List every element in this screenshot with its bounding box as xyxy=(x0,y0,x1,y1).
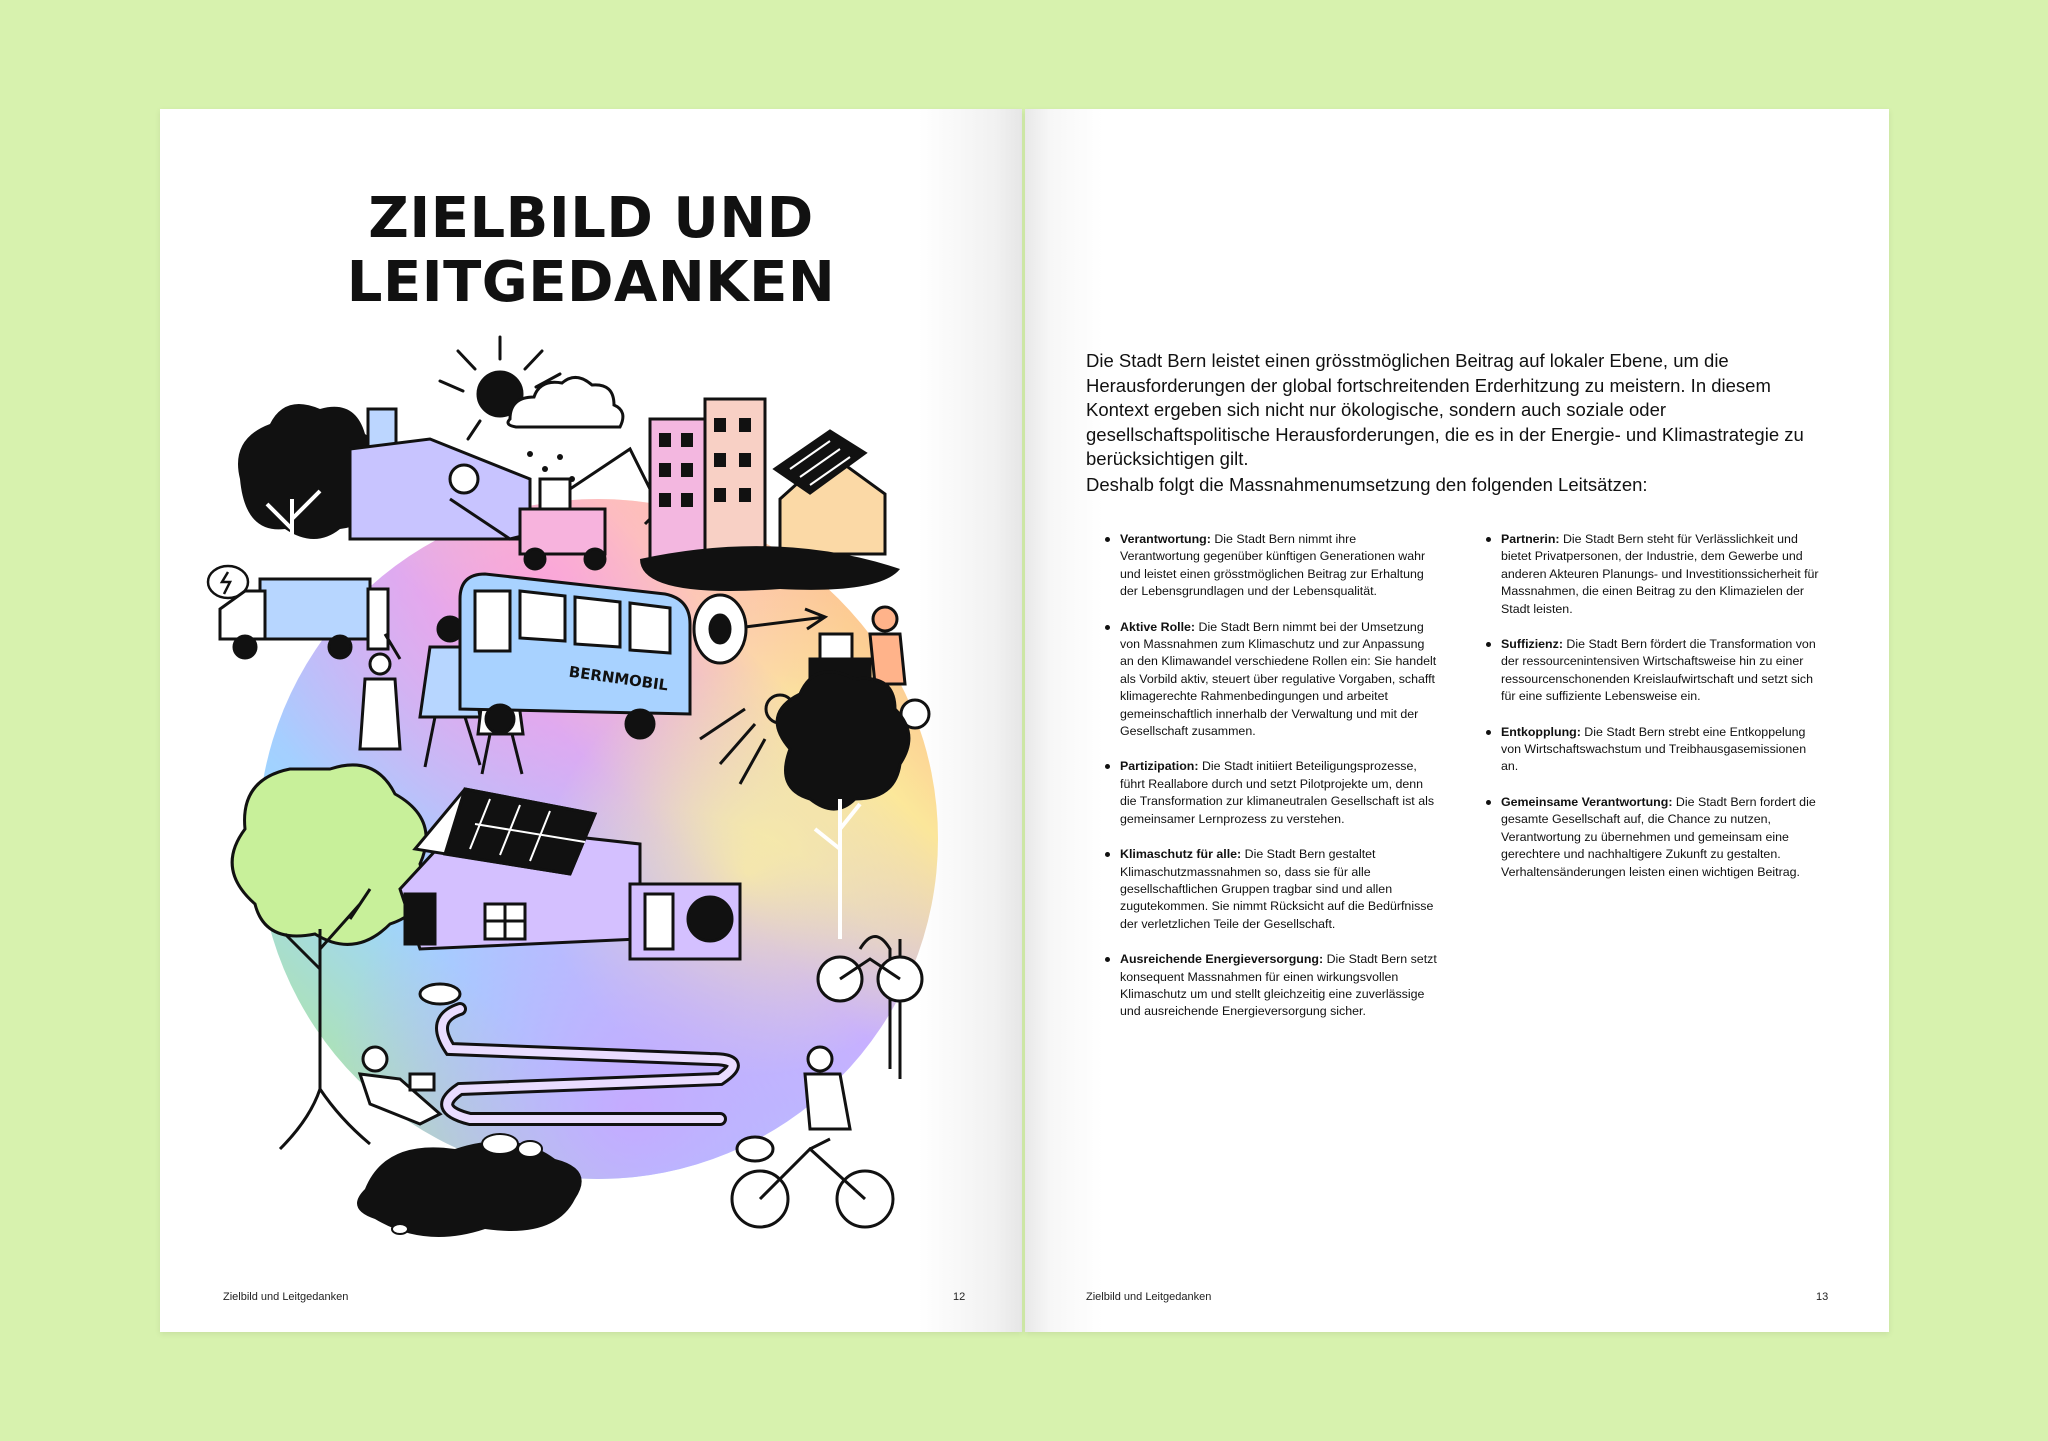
principle-text: Die Stadt Bern nimmt ihre Verantwortung gegenüber künftigen Generationen wahr und leistet einen grösstmöglichen Beitrag zur Erhaltung der Lebensgrundlagen und der Lebensqualität. xyxy=(1120,532,1426,599)
list-item xyxy=(1484,724,1819,776)
ground-probe xyxy=(420,984,460,1004)
principle-term: Ausreichende Energieversorgung: xyxy=(1120,952,1324,967)
page-title xyxy=(160,187,1022,315)
title-line-2: LEITGEDANKEN xyxy=(346,250,836,315)
principle-term: Suffizienz: xyxy=(1501,637,1563,652)
principles-column-right xyxy=(1484,531,1819,899)
pond-shape xyxy=(357,1141,582,1237)
solar-house-small xyxy=(775,431,885,554)
principle-term: Entkopplung: xyxy=(1501,724,1581,739)
principle-text: Die Stadt Bern setzt konsequent Massnahmen für einen wirkungsvollen Klimaschutz um und stellt gleichzeitig eine zuverlässige und ausreichende Energieversorgung sicher. xyxy=(1120,952,1437,1019)
factory-building xyxy=(350,409,530,539)
footer-title: Zielbild und Leitgedanken xyxy=(223,1291,349,1303)
heat-pump-unit xyxy=(630,884,740,959)
principle-term: Verantwortung: xyxy=(1120,532,1211,546)
bus-label: BERNMOBIL xyxy=(567,662,670,695)
principle-term: Klimaschutz für alle: xyxy=(1120,847,1242,862)
left-page xyxy=(160,109,1022,1332)
intro-paragraph: Die Stadt Bern leistet einen grösstmöglichen Beitrag auf lokaler Ebene, um die Herausforderungen der global fortschreitenden Erderhitzung zu meistern. In diesem Kontext ergeben sich nicht nur ökologische, sondern auch soziale oder gesellschaftspolitische Herausforderungen, die es in der Energie- und Klimastrategie zu berücksichtigen gilt. xyxy=(1086,350,1804,469)
page-number: 13 xyxy=(1816,1291,1829,1303)
lead-sentence: Deshalb folgt die Massnahmenumsetzung den folgenden Leitsätzen: xyxy=(1086,474,1648,495)
climate-city-illustration xyxy=(200,329,980,1309)
list-item xyxy=(1103,951,1438,1021)
principle-text: Die Stadt Bern steht für Verlässlichkeit und bietet Privatpersonen, der Industrie, dem Gewerbe und anderen Akteuren Planungs- und Investitionssicherheit für Massnahmen, die einen Beitrag zu den Klimazielen der Stadt leisten. xyxy=(1501,532,1819,616)
principle-text: Die Stadt Bern strebt eine Entkoppelung von Wirtschaftswachstum und Treibhausgasemissionen an. xyxy=(1501,724,1807,774)
list-item xyxy=(1103,758,1438,828)
principle-text: Die Stadt Bern nimmt bei der Umsetzung von Massnahmen zum Klimaschutz und zur Anpassung an den Klimawandel verschiedene Rollen ein: Sie handelt als Vorbild aktiv, steuert über regulative Vorgaben, schafft klimagerechte Rahmenbedingungen und arbeitet gemeinschaftlich innerhalb der Verwaltung und mit der Gesellschaft zusammen. xyxy=(1120,619,1437,739)
list-item xyxy=(1103,846,1438,933)
list-item xyxy=(1484,794,1819,881)
principle-text: Die Stadt initiiert Beteiligungsprozesse, führt Reallabore durch und setzt Pilotprojekte um, denn die Transformation zur klimaneutralen Gesellschaft ist als gemeinsamer Lernprozess zu verstehen. xyxy=(1120,759,1435,826)
rain-cloud-icon xyxy=(508,377,623,427)
principle-text: Die Stadt Bern fordert die gesamte Gesellschaft auf, die Chance zu nutzen, Verantwortung zu übernehmen und gemeinsam eine gerechtere und nachhaltigere Zukunft zu gestalten. Verhaltensänderungen leisten einen wichtigen Beitrag. xyxy=(1501,794,1816,879)
page-number: 12 xyxy=(953,1291,966,1303)
list-item xyxy=(1103,619,1438,741)
list-item xyxy=(1484,531,1819,618)
principle-term: Partnerin: xyxy=(1501,532,1560,546)
right-page xyxy=(1025,109,1889,1332)
apartment-buildings xyxy=(650,399,765,559)
principle-text: Die Stadt Bern gestaltet Klimaschutzmassnahmen so, dass sie für alle gesellschaftlichen Gruppen tragbar sind und allen zugutekommen. Sie nimmt Rücksicht auf die Bedürfnisse der verletzlichen Teile der Gesellschaft. xyxy=(1120,847,1434,931)
principle-term: Partizipation: xyxy=(1120,759,1199,774)
title-line-1: ZIELBILD UND xyxy=(368,186,814,251)
footer-title: Zielbild und Leitgedanken xyxy=(1086,1291,1212,1303)
principle-term: Gemeinsame Verantwortung: xyxy=(1501,794,1673,809)
principle-term: Aktive Rolle: xyxy=(1120,619,1196,634)
principle-text: Die Stadt Bern fördert die Transformation von der ressourcenintensiven Wirtschaftsweise hin zu einer ressourcenschonenden Kreislaufwirtschaft und setzt sich für eine suffiziente Lebensweise ein. xyxy=(1501,637,1816,704)
principles-column-left xyxy=(1103,531,1438,1039)
list-item xyxy=(1484,636,1819,706)
list-item xyxy=(1103,531,1438,601)
